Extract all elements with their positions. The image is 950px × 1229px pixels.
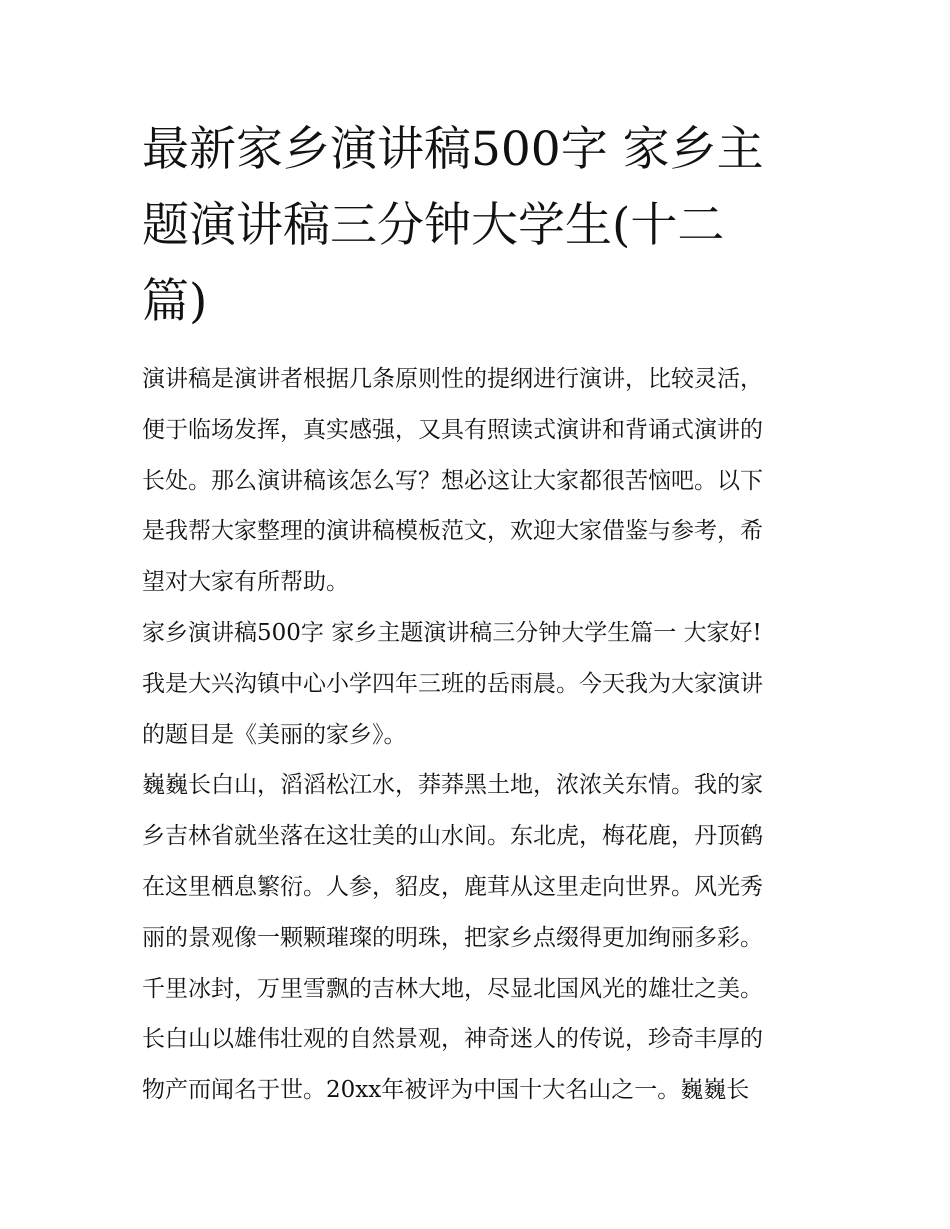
body-line: 巍巍长白山，滔滔松江水，莽莽黑土地，浓浓关东情。我的家 (142, 772, 763, 799)
body-line: 乡吉林省就坐落在这壮美的山水间。东北虎，梅花鹿，丹顶鹤 (142, 823, 763, 850)
body-line: 物产而闻名于世。20xx年被评为中国十大名山之一。巍巍长 (142, 1077, 750, 1104)
body-line: 家乡演讲稿500字 家乡主题演讲稿三分钟大学生篇一 大家好! (142, 619, 762, 646)
body-line: 长白山以雄伟壮观的自然景观，神奇迷人的传说，珍奇丰厚的 (142, 1026, 763, 1053)
body-line: 望对大家有所帮助。 (142, 569, 349, 596)
body-line: 我是大兴沟镇中心小学四年三班的岳雨晨。今天我为大家演讲 (142, 670, 763, 697)
body-line: 的题目是《美丽的家乡》。 (142, 721, 407, 748)
body-line: 在这里栖息繁衍。人参，貂皮，鹿茸从这里走向世界。风光秀 (142, 873, 763, 900)
title-line: 最新家乡演讲稿500字 家乡主 (142, 122, 764, 177)
document-title (142, 112, 822, 340)
body-line: 演讲稿是演讲者根据几条原则性的提纲进行演讲，比较灵活， (142, 366, 763, 392)
title-line: 篇) (142, 274, 208, 329)
body-line: 是我帮大家整理的演讲稿模板范文，欢迎大家借鉴与参考，希 (142, 518, 763, 545)
document-body (142, 354, 822, 1116)
body-line: 丽的景观像一颗颗璀璨的明珠，把家乡点缀得更加绚丽多彩。 (142, 924, 763, 951)
title-line: 题演讲稿三分钟大学生(十二 (142, 198, 725, 253)
body-line: 便于临场发挥，真实感强，又具有照读式演讲和背诵式演讲的 (142, 416, 763, 443)
body-line: 千里冰封，万里雪飘的吉林大地，尽显北国风光的雄壮之美。 (142, 975, 763, 1002)
body-line: 长处。那么演讲稿该怎么写？想必这让大家都很苦恼吧。以下 (142, 467, 763, 494)
